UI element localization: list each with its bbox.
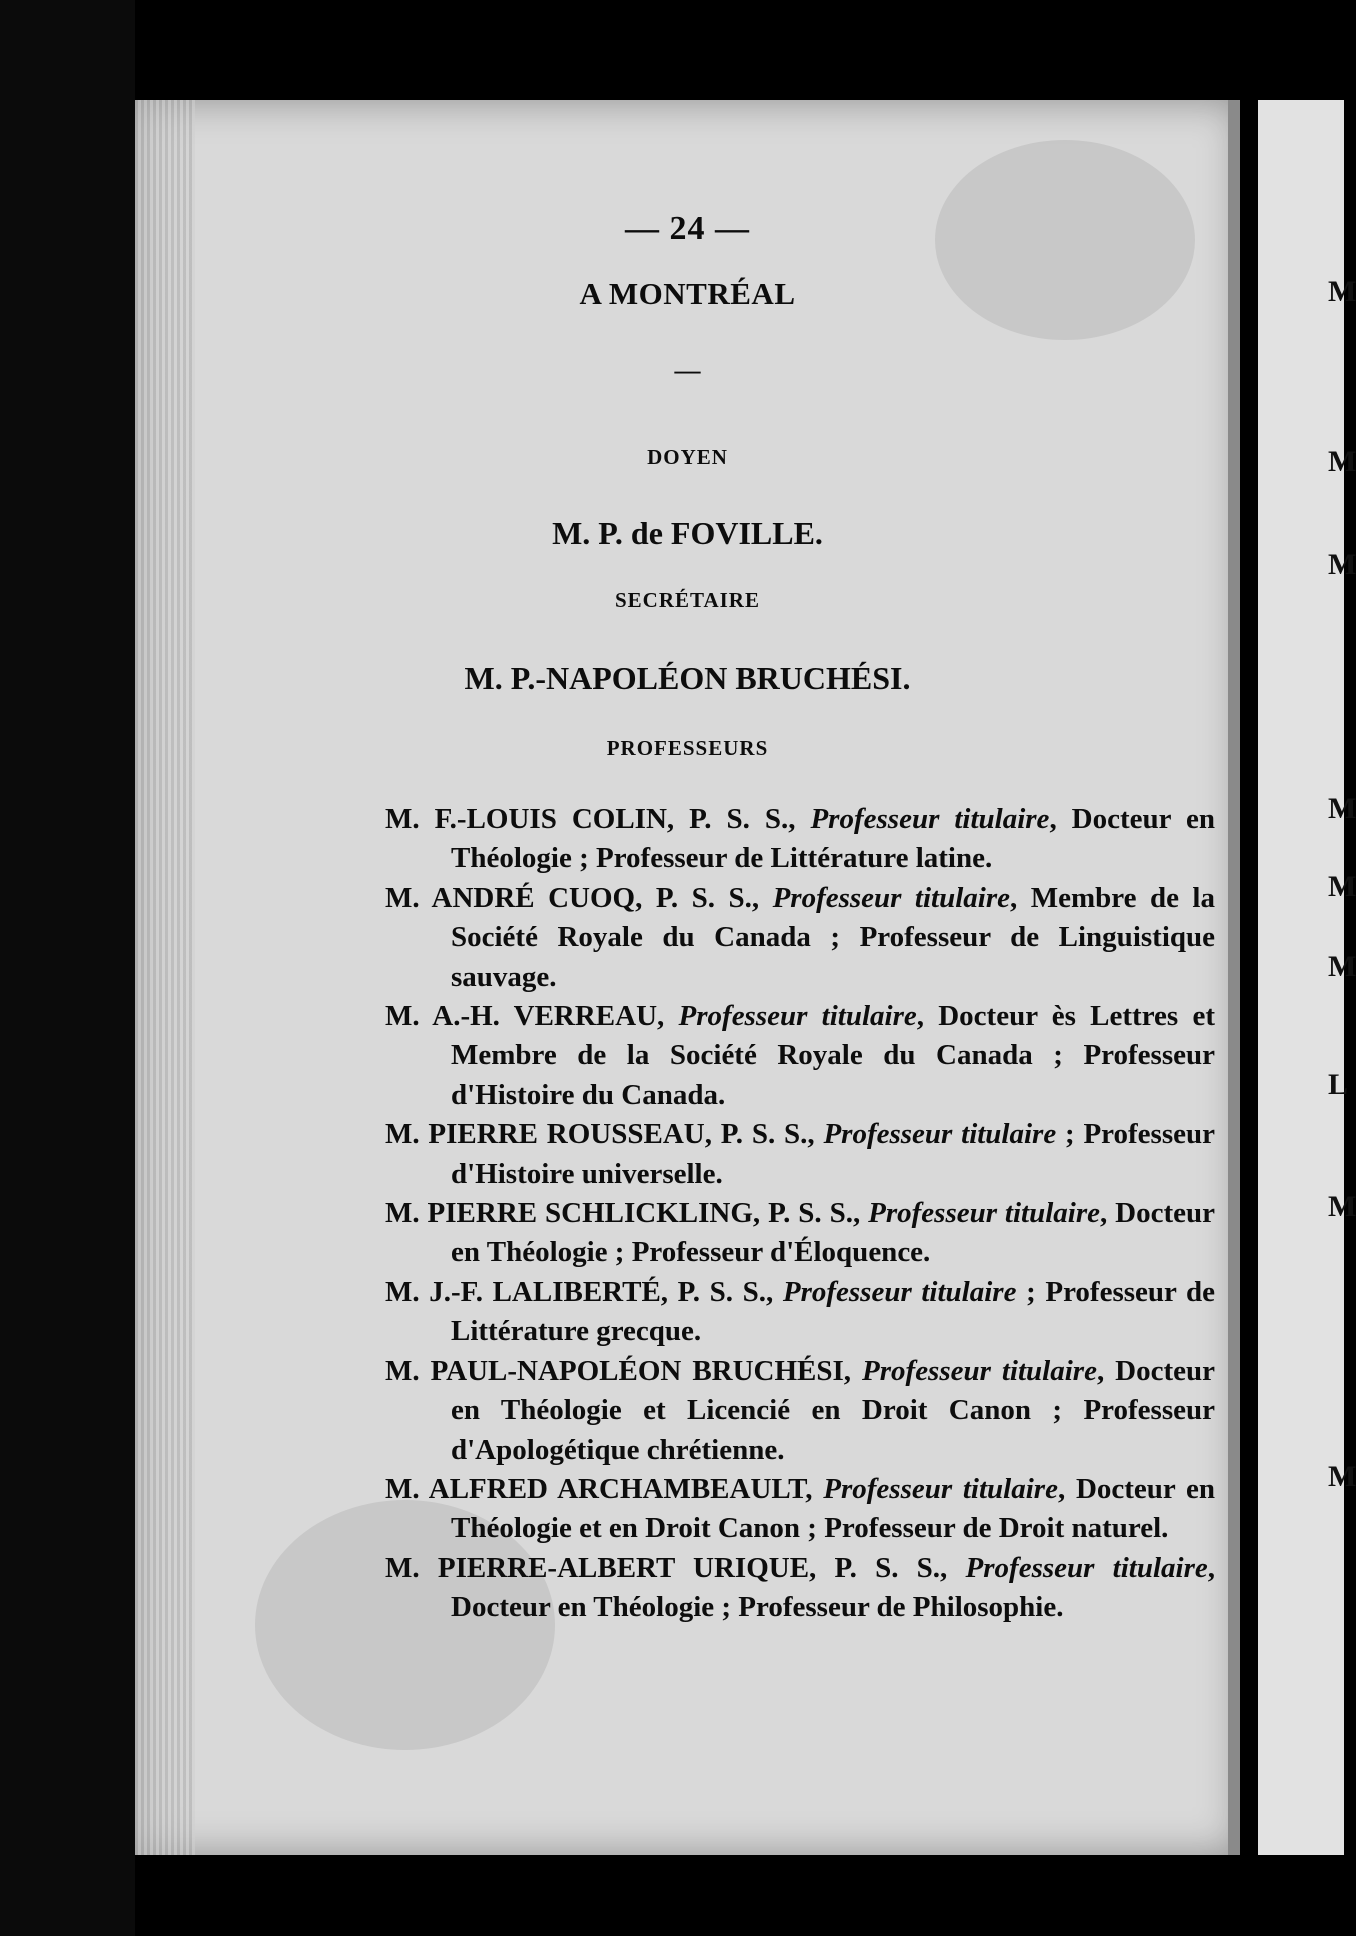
professeur-title: Professeur titulaire xyxy=(823,1472,1058,1505)
professeur-name: M. F.-LOUIS COLIN, P. S. S., xyxy=(385,803,811,835)
professeur-name: M. ALFRED ARCHAMBEAULT, xyxy=(385,1472,824,1505)
adjacent-letter: M xyxy=(1328,445,1356,478)
adjacent-letter: M xyxy=(1328,870,1356,903)
professeur-name: M. A.-H. VERREAU, xyxy=(385,1000,679,1033)
professeur-details: , Docteur en Théologie ; Professeur de Philosophie. xyxy=(451,1551,1215,1624)
professeur-title: Professeur titulaire xyxy=(965,1551,1208,1584)
professeur-name: M. J.-F. LALIBERTÉ, P. S. S., xyxy=(385,1275,783,1308)
professeur-entry xyxy=(385,1194,1215,1273)
professeur-name: M. ANDRÉ CUOQ, P. S. S., xyxy=(385,881,773,914)
doyen-name: M. P. de FOVILLE. xyxy=(552,515,823,551)
page-number: — 24 — xyxy=(625,210,750,247)
adjacent-letter: L xyxy=(1328,1068,1349,1101)
professeur-title: Professeur titulaire xyxy=(810,803,1050,835)
section-title: A MONTRÉAL xyxy=(579,276,796,311)
professeur-details: ; Professeur d'Histoire universelle. xyxy=(451,1118,1215,1190)
professeur-name: M. PIERRE SCHLICKLING, P. S. S., xyxy=(385,1197,869,1230)
adjacent-letter: M xyxy=(1328,1190,1356,1223)
professeur-title: Professeur titulaire xyxy=(823,1118,1057,1151)
page-content xyxy=(135,100,1240,1855)
adjacent-letter: M xyxy=(1328,548,1356,581)
professeur-details: , Docteur en Théologie et Licencié en Droit Canon ; Professeur d'Apologétique chrétienne. xyxy=(451,1354,1216,1466)
professeur-title: Professeur titulaire xyxy=(678,1000,917,1033)
adjacent-page xyxy=(1258,100,1356,1855)
adjacent-letter: M xyxy=(1328,1460,1356,1493)
professeur-entry xyxy=(385,997,1215,1115)
professeur-entry xyxy=(385,1352,1215,1470)
professeur-details: , Docteur en Théologie ; Professeur de Littérature latine. xyxy=(451,803,1216,875)
secretaire-heading: SECRÉTAIRE xyxy=(615,588,760,612)
professeur-name: M. PAUL-NAPOLÉON BRUCHÉSI, xyxy=(385,1354,863,1387)
professeur-entry xyxy=(385,800,1215,879)
professeur-title: Professeur titulaire xyxy=(772,881,1010,914)
professeur-entry xyxy=(385,879,1215,997)
adjacent-letter: M xyxy=(1328,792,1356,825)
professeurs-heading: PROFESSEURS xyxy=(606,736,769,760)
left-page-edge xyxy=(0,0,135,1936)
book-page xyxy=(135,100,1240,1855)
professeur-entry xyxy=(385,1549,1215,1628)
adjacent-letter: M xyxy=(1328,950,1356,983)
professeur-details: , Docteur ès Lettres et Membre de la Société Royale du Canada ; Professeur d'Histoire du Canada. xyxy=(451,1000,1215,1111)
professeur-title: Professeur titulaire xyxy=(862,1354,1097,1387)
professeur-name: M. PIERRE ROUSSEAU, P. S. S., xyxy=(385,1118,824,1151)
separator-dash: — xyxy=(674,356,701,385)
professeur-name: M. PIERRE-ALBERT URIQUE, P. S. S., xyxy=(385,1551,966,1584)
professeur-title: Professeur titulaire xyxy=(868,1197,1100,1230)
secretaire-name: M. P.-NAPOLÉON BRUCHÉSI. xyxy=(464,660,911,696)
adjacent-letter: M xyxy=(1328,275,1356,308)
professeur-details: ; Professeur de Littérature grecque. xyxy=(451,1275,1215,1348)
professeur-entry xyxy=(385,1470,1215,1549)
professeur-entry xyxy=(385,1115,1215,1194)
professeur-entry xyxy=(385,1273,1215,1352)
professeur-title: Professeur titulaire xyxy=(782,1275,1017,1308)
professeurs-list xyxy=(385,800,1215,1628)
doyen-heading: DOYEN xyxy=(647,445,728,469)
professeur-details: , Docteur en Théologie et en Droit Canon ; Professeur de Droit naturel. xyxy=(451,1472,1215,1545)
professeur-details: , Docteur en Théologie ; Professeur d'Éloquence. xyxy=(451,1197,1216,1269)
professeur-details: , Membre de la Société Royale du Canada ; Professeur de Linguistique sauvage. xyxy=(451,881,1215,993)
